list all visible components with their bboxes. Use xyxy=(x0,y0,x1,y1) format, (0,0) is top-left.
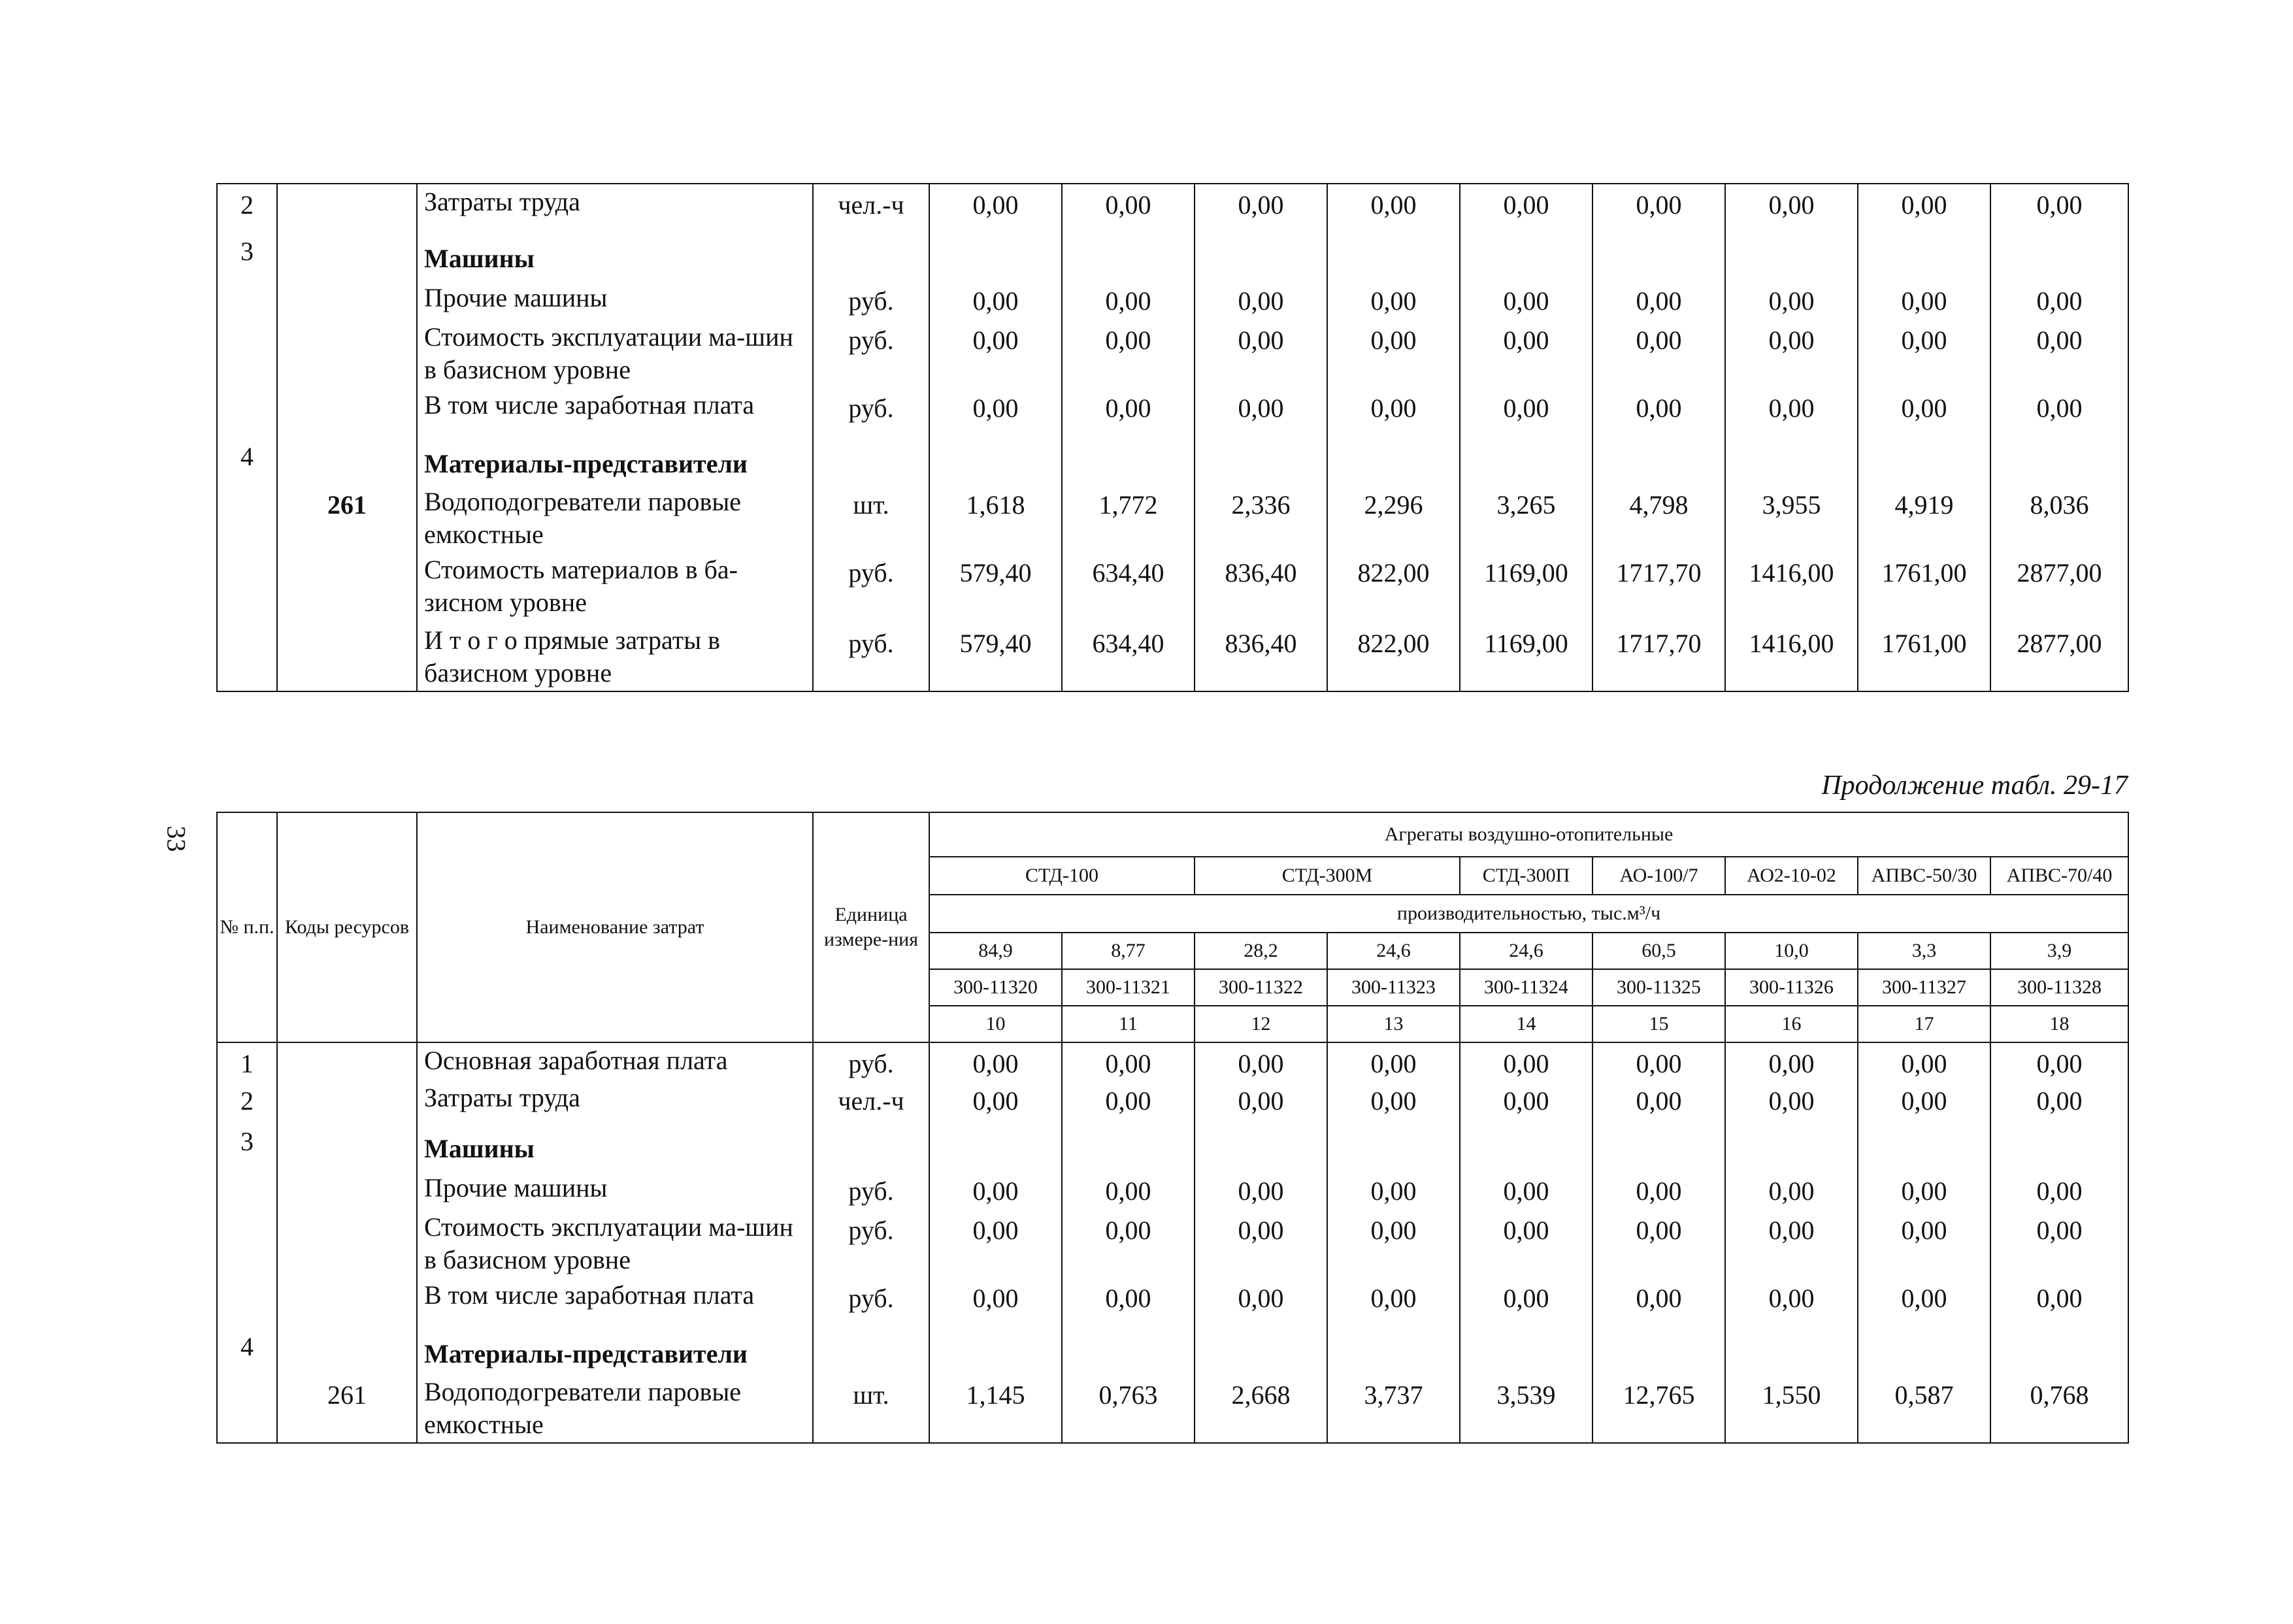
cost-value xyxy=(1725,436,1858,484)
cost-value: 0,00 xyxy=(1990,1210,2128,1278)
cost-unit: руб. xyxy=(813,1170,929,1210)
cost-table-top xyxy=(216,183,2129,692)
header-column-number: 11 xyxy=(1062,1006,1195,1042)
header-resource-code: 300-11322 xyxy=(1195,969,1327,1006)
header-resource-code: 300-11320 xyxy=(929,969,1062,1006)
cost-value: 0,00 xyxy=(929,1042,1062,1080)
cost-value: 0,00 xyxy=(1327,388,1460,436)
cost-value xyxy=(1990,436,2128,484)
cost-value: 0,00 xyxy=(1858,388,1990,436)
cost-value: 0,00 xyxy=(1858,1278,1990,1326)
row-number xyxy=(217,1170,277,1210)
cost-value: 0,00 xyxy=(929,1210,1062,1278)
cost-value xyxy=(1195,1121,1327,1170)
resource-code: 261 xyxy=(277,1374,417,1443)
cost-unit: руб. xyxy=(813,1278,929,1326)
cost-value: 3,539 xyxy=(1460,1374,1592,1443)
row-number xyxy=(217,484,277,552)
cost-value: 0,00 xyxy=(929,184,1062,231)
table-row xyxy=(217,231,2128,280)
cost-name: Машины xyxy=(417,1121,813,1170)
cost-value: 0,00 xyxy=(1725,388,1858,436)
cost-value: 0,00 xyxy=(1592,184,1725,231)
table-row xyxy=(217,1042,2128,1080)
header-column-number: 17 xyxy=(1858,1006,1990,1042)
cost-value xyxy=(1725,1121,1858,1170)
cost-name: Машины xyxy=(417,231,813,280)
table-row xyxy=(217,436,2128,484)
cost-value xyxy=(1990,231,2128,280)
header-resource-code: 300-11325 xyxy=(1592,969,1725,1006)
header-resource-code: 300-11323 xyxy=(1327,969,1460,1006)
cost-value: 0,00 xyxy=(1858,280,1990,320)
cost-value: 1717,70 xyxy=(1592,623,1725,691)
resource-code xyxy=(277,1170,417,1210)
header-name: Наименование затрат xyxy=(417,812,813,1042)
cost-value xyxy=(929,231,1062,280)
cost-value: 0,00 xyxy=(1327,280,1460,320)
resource-code xyxy=(277,436,417,484)
cost-value: 0,00 xyxy=(1062,1278,1195,1326)
cost-value: 0,00 xyxy=(1327,184,1460,231)
cost-value: 2,336 xyxy=(1195,484,1327,552)
cost-value: 0,00 xyxy=(1858,320,1990,388)
cost-value xyxy=(1327,1326,1460,1374)
resource-code xyxy=(277,1080,417,1121)
cost-value: 2877,00 xyxy=(1990,552,2128,623)
cost-value: 0,00 xyxy=(1725,1170,1858,1210)
cost-value: 0,00 xyxy=(1592,1080,1725,1121)
table-row xyxy=(217,184,2128,231)
cost-value xyxy=(1592,1121,1725,1170)
header-model: СТД-300П xyxy=(1460,857,1592,895)
cost-value: 579,40 xyxy=(929,552,1062,623)
row-number: 1 xyxy=(217,1042,277,1080)
cost-value xyxy=(1858,231,1990,280)
cost-value: 0,00 xyxy=(1460,184,1592,231)
cost-value: 1717,70 xyxy=(1592,552,1725,623)
cost-value: 0,00 xyxy=(1460,1278,1592,1326)
header-model: СТД-300М xyxy=(1195,857,1460,895)
header-unit: Единица измере-ния xyxy=(813,812,929,1042)
table-row xyxy=(217,1210,2128,1278)
cost-value: 0,00 xyxy=(1990,388,2128,436)
cost-value: 1416,00 xyxy=(1725,552,1858,623)
cost-value: 0,00 xyxy=(1195,1210,1327,1278)
cost-value xyxy=(1195,436,1327,484)
resource-code xyxy=(277,320,417,388)
cost-value: 0,00 xyxy=(1725,184,1858,231)
cost-value xyxy=(1592,436,1725,484)
row-number: 3 xyxy=(217,1121,277,1170)
cost-value xyxy=(1990,1326,2128,1374)
cost-value xyxy=(1858,1121,1990,1170)
cost-name: В том числе заработная плата xyxy=(417,1278,813,1326)
cost-value: 2,668 xyxy=(1195,1374,1327,1443)
cost-value: 0,00 xyxy=(1195,1170,1327,1210)
cost-value: 634,40 xyxy=(1062,552,1195,623)
cost-value: 1169,00 xyxy=(1460,552,1592,623)
header-resource-code: 300-11321 xyxy=(1062,969,1195,1006)
cost-unit: чел.-ч xyxy=(813,184,929,231)
cost-value: 0,00 xyxy=(1725,1278,1858,1326)
cost-value: 0,00 xyxy=(1327,1170,1460,1210)
row-number xyxy=(217,320,277,388)
header-capacity: 10,0 xyxy=(1725,933,1858,969)
cost-unit: руб. xyxy=(813,1042,929,1080)
resource-code xyxy=(277,552,417,623)
cost-table-bottom xyxy=(216,812,2129,1444)
header-capacity: 24,6 xyxy=(1460,933,1592,969)
header-capacity: 24,6 xyxy=(1327,933,1460,969)
cost-table-bottom-header xyxy=(217,812,2128,1042)
cost-value: 1761,00 xyxy=(1858,623,1990,691)
cost-value: 0,00 xyxy=(1195,1042,1327,1080)
cost-value xyxy=(1327,231,1460,280)
cost-value xyxy=(929,436,1062,484)
cost-value: 0,00 xyxy=(1460,1170,1592,1210)
cost-value: 1416,00 xyxy=(1725,623,1858,691)
cost-name: И т о г о прямые затраты в базисном уровне xyxy=(417,623,813,691)
header-model: СТД-100 xyxy=(929,857,1195,895)
resource-code xyxy=(277,623,417,691)
cost-value: 0,00 xyxy=(1062,184,1195,231)
cost-value: 1169,00 xyxy=(1460,623,1592,691)
cost-value: 0,00 xyxy=(929,320,1062,388)
cost-value: 0,00 xyxy=(1062,280,1195,320)
cost-value: 0,00 xyxy=(1990,1278,2128,1326)
header-model: АО2-10-02 xyxy=(1725,857,1858,895)
cost-value: 2,296 xyxy=(1327,484,1460,552)
table-row xyxy=(217,484,2128,552)
header-capacity: 84,9 xyxy=(929,933,1062,969)
cost-value: 12,765 xyxy=(1592,1374,1725,1443)
header-group-title: Агрегаты воздушно-отопительные xyxy=(929,812,2128,857)
cost-unit: шт. xyxy=(813,484,929,552)
row-number xyxy=(217,1278,277,1326)
resource-code xyxy=(277,184,417,231)
cost-value: 0,00 xyxy=(1990,1080,2128,1121)
cost-value: 0,00 xyxy=(1195,388,1327,436)
cost-value xyxy=(1990,1121,2128,1170)
cost-name: Водоподогреватели паровые емкостные xyxy=(417,484,813,552)
cost-value: 0,00 xyxy=(1062,388,1195,436)
cost-value: 0,00 xyxy=(1195,1278,1327,1326)
cost-name: Прочие машины xyxy=(417,280,813,320)
header-num: № п.п. xyxy=(217,812,277,1042)
header-column-number: 10 xyxy=(929,1006,1062,1042)
cost-value xyxy=(1062,1326,1195,1374)
header-column-number: 18 xyxy=(1990,1006,2128,1042)
resource-code xyxy=(277,388,417,436)
table-row xyxy=(217,1080,2128,1121)
row-number: 2 xyxy=(217,184,277,231)
cost-value: 0,00 xyxy=(1725,1042,1858,1080)
cost-value: 836,40 xyxy=(1195,623,1327,691)
header-resource-code: 300-11326 xyxy=(1725,969,1858,1006)
table-row xyxy=(217,1121,2128,1170)
cost-value: 0,768 xyxy=(1990,1374,2128,1443)
table-row xyxy=(217,280,2128,320)
cost-value: 822,00 xyxy=(1327,552,1460,623)
cost-value: 0,00 xyxy=(1592,1278,1725,1326)
cost-value: 0,00 xyxy=(1725,1080,1858,1121)
cost-value: 0,00 xyxy=(1062,1042,1195,1080)
row-number xyxy=(217,1374,277,1443)
cost-value: 0,00 xyxy=(1327,1042,1460,1080)
table-row xyxy=(217,1374,2128,1443)
cost-unit: руб. xyxy=(813,1210,929,1278)
row-number xyxy=(217,280,277,320)
cost-value: 0,00 xyxy=(1460,388,1592,436)
resource-code xyxy=(277,280,417,320)
cost-value: 0,00 xyxy=(1460,1042,1592,1080)
cost-value xyxy=(1858,1326,1990,1374)
row-number: 3 xyxy=(217,231,277,280)
cost-value: 0,00 xyxy=(1460,280,1592,320)
cost-unit xyxy=(813,436,929,484)
header-model: АПВС-50/30 xyxy=(1858,857,1990,895)
row-number: 4 xyxy=(217,436,277,484)
cost-value: 0,00 xyxy=(1990,1042,2128,1080)
cost-unit: чел.-ч xyxy=(813,1080,929,1121)
header-resource-code: 300-11328 xyxy=(1990,969,2128,1006)
cost-name: Прочие машины xyxy=(417,1170,813,1210)
cost-value: 0,00 xyxy=(1725,320,1858,388)
resource-code xyxy=(277,1121,417,1170)
row-number xyxy=(217,623,277,691)
cost-value xyxy=(1062,231,1195,280)
cost-value: 1,550 xyxy=(1725,1374,1858,1443)
cost-value: 0,00 xyxy=(1327,1080,1460,1121)
row-number xyxy=(217,552,277,623)
cost-value: 0,00 xyxy=(1858,1080,1990,1121)
cost-value xyxy=(929,1121,1062,1170)
cost-name: Затраты труда xyxy=(417,1080,813,1121)
cost-table-bottom-body xyxy=(217,1042,2128,1443)
cost-value xyxy=(1327,436,1460,484)
cost-name: Материалы-представители xyxy=(417,1326,813,1374)
cost-value: 0,00 xyxy=(1592,1170,1725,1210)
cost-value: 0,00 xyxy=(929,280,1062,320)
cost-value xyxy=(1460,1121,1592,1170)
row-number: 2 xyxy=(217,1080,277,1121)
cost-value xyxy=(1195,231,1327,280)
cost-value: 0,00 xyxy=(1327,1278,1460,1326)
header-capacity: 3,3 xyxy=(1858,933,1990,969)
row-number xyxy=(217,388,277,436)
header-column-number: 13 xyxy=(1327,1006,1460,1042)
cost-value: 0,587 xyxy=(1858,1374,1990,1443)
row-number: 4 xyxy=(217,1326,277,1374)
header-resource-code: 300-11324 xyxy=(1460,969,1592,1006)
resource-code xyxy=(277,1210,417,1278)
table-row xyxy=(217,1326,2128,1374)
cost-value: 3,265 xyxy=(1460,484,1592,552)
cost-value: 0,00 xyxy=(929,1278,1062,1326)
cost-value: 0,00 xyxy=(1990,320,2128,388)
cost-value: 1,772 xyxy=(1062,484,1195,552)
cost-value: 4,919 xyxy=(1858,484,1990,552)
cost-name: Стоимость эксплуатации ма-шин в базисном уровне xyxy=(417,320,813,388)
resource-code: 261 xyxy=(277,484,417,552)
cost-unit: руб. xyxy=(813,388,929,436)
table-continuation-caption: Продолжение табл. 29-17 xyxy=(1821,771,2128,801)
cost-value: 1761,00 xyxy=(1858,552,1990,623)
header-column-number: 14 xyxy=(1460,1006,1592,1042)
cost-name: Основная заработная плата xyxy=(417,1042,813,1080)
cost-value: 0,00 xyxy=(1195,1080,1327,1121)
cost-value: 0,00 xyxy=(1592,320,1725,388)
cost-name: В том числе заработная плата xyxy=(417,388,813,436)
table-row xyxy=(217,388,2128,436)
cost-value: 8,036 xyxy=(1990,484,2128,552)
cost-value: 0,00 xyxy=(1858,184,1990,231)
cost-unit: руб. xyxy=(813,552,929,623)
cost-value xyxy=(1858,436,1990,484)
cost-value: 0,00 xyxy=(1592,1042,1725,1080)
cost-value: 0,00 xyxy=(1460,1210,1592,1278)
cost-value: 0,00 xyxy=(1858,1042,1990,1080)
cost-value: 0,00 xyxy=(1858,1170,1990,1210)
cost-value xyxy=(1592,231,1725,280)
cost-value xyxy=(1460,1326,1592,1374)
cost-value xyxy=(1460,436,1592,484)
cost-value: 0,00 xyxy=(1327,1210,1460,1278)
cost-value xyxy=(1592,1326,1725,1374)
resource-code xyxy=(277,1278,417,1326)
table-row xyxy=(217,623,2128,691)
cost-value: 0,00 xyxy=(1592,388,1725,436)
cost-value xyxy=(1725,1326,1858,1374)
resource-code xyxy=(277,1326,417,1374)
header-column-number: 15 xyxy=(1592,1006,1725,1042)
cost-value xyxy=(1327,1121,1460,1170)
header-capacity-title: производительностью, тыс.м³/ч xyxy=(929,895,2128,933)
cost-value: 0,763 xyxy=(1062,1374,1195,1443)
cost-value: 634,40 xyxy=(1062,623,1195,691)
cost-unit: руб. xyxy=(813,320,929,388)
cost-unit: руб. xyxy=(813,623,929,691)
cost-value: 0,00 xyxy=(1062,320,1195,388)
cost-unit xyxy=(813,1326,929,1374)
cost-value xyxy=(1725,231,1858,280)
cost-name: Затраты труда xyxy=(417,184,813,231)
cost-value: 1,618 xyxy=(929,484,1062,552)
cost-value: 3,737 xyxy=(1327,1374,1460,1443)
cost-value xyxy=(1460,231,1592,280)
cost-value: 0,00 xyxy=(1592,1210,1725,1278)
cost-value: 822,00 xyxy=(1327,623,1460,691)
cost-value: 0,00 xyxy=(1990,1170,2128,1210)
cost-value: 0,00 xyxy=(1725,280,1858,320)
resource-code xyxy=(277,231,417,280)
header-resource-code: 300-11327 xyxy=(1858,969,1990,1006)
header-capacity: 8,77 xyxy=(1062,933,1195,969)
header-model: АПВС-70/40 xyxy=(1990,857,2128,895)
cost-value: 0,00 xyxy=(1725,1210,1858,1278)
cost-value: 0,00 xyxy=(1990,184,2128,231)
cost-unit xyxy=(813,1121,929,1170)
cost-value xyxy=(1062,436,1195,484)
cost-unit: шт. xyxy=(813,1374,929,1443)
cost-value xyxy=(1062,1121,1195,1170)
cost-unit: руб. xyxy=(813,280,929,320)
cost-value xyxy=(929,1326,1062,1374)
cost-value: 0,00 xyxy=(929,1170,1062,1210)
cost-value: 0,00 xyxy=(1990,280,2128,320)
cost-value: 0,00 xyxy=(1327,320,1460,388)
cost-value xyxy=(1195,1326,1327,1374)
cost-value: 0,00 xyxy=(1195,320,1327,388)
cost-value: 0,00 xyxy=(1062,1080,1195,1121)
resource-code xyxy=(277,1042,417,1080)
header-codes: Коды ресурсов xyxy=(277,812,417,1042)
cost-value: 836,40 xyxy=(1195,552,1327,623)
cost-value: 0,00 xyxy=(1460,320,1592,388)
cost-value: 0,00 xyxy=(1062,1210,1195,1278)
cost-value: 2877,00 xyxy=(1990,623,2128,691)
table-row xyxy=(217,1170,2128,1210)
header-capacity: 3,9 xyxy=(1990,933,2128,969)
header-capacity: 28,2 xyxy=(1195,933,1327,969)
table-row xyxy=(217,1278,2128,1326)
cost-value: 0,00 xyxy=(1858,1210,1990,1278)
cost-value: 3,955 xyxy=(1725,484,1858,552)
cost-unit xyxy=(813,231,929,280)
header-capacity: 60,5 xyxy=(1592,933,1725,969)
cost-name: Материалы-представители xyxy=(417,436,813,484)
cost-name: Стоимость эксплуатации ма-шин в базисном уровне xyxy=(417,1210,813,1278)
cost-value: 0,00 xyxy=(1195,280,1327,320)
cost-value: 4,798 xyxy=(1592,484,1725,552)
table-row xyxy=(217,320,2128,388)
header-column-number: 12 xyxy=(1195,1006,1327,1042)
cost-table-top-body xyxy=(217,184,2128,691)
cost-name: Стоимость материалов в ба-зисном уровне xyxy=(417,552,813,623)
cost-value: 0,00 xyxy=(1592,280,1725,320)
header-model: АО-100/7 xyxy=(1592,857,1725,895)
cost-value: 0,00 xyxy=(929,388,1062,436)
header-column-number: 16 xyxy=(1725,1006,1858,1042)
cost-value: 1,145 xyxy=(929,1374,1062,1443)
page-number: 33 xyxy=(161,825,191,852)
cost-name: Водоподогреватели паровые емкостные xyxy=(417,1374,813,1443)
row-number xyxy=(217,1210,277,1278)
cost-value: 0,00 xyxy=(929,1080,1062,1121)
cost-value: 0,00 xyxy=(1195,184,1327,231)
cost-value: 0,00 xyxy=(1460,1080,1592,1121)
cost-value: 579,40 xyxy=(929,623,1062,691)
table-row xyxy=(217,552,2128,623)
cost-value: 0,00 xyxy=(1062,1170,1195,1210)
